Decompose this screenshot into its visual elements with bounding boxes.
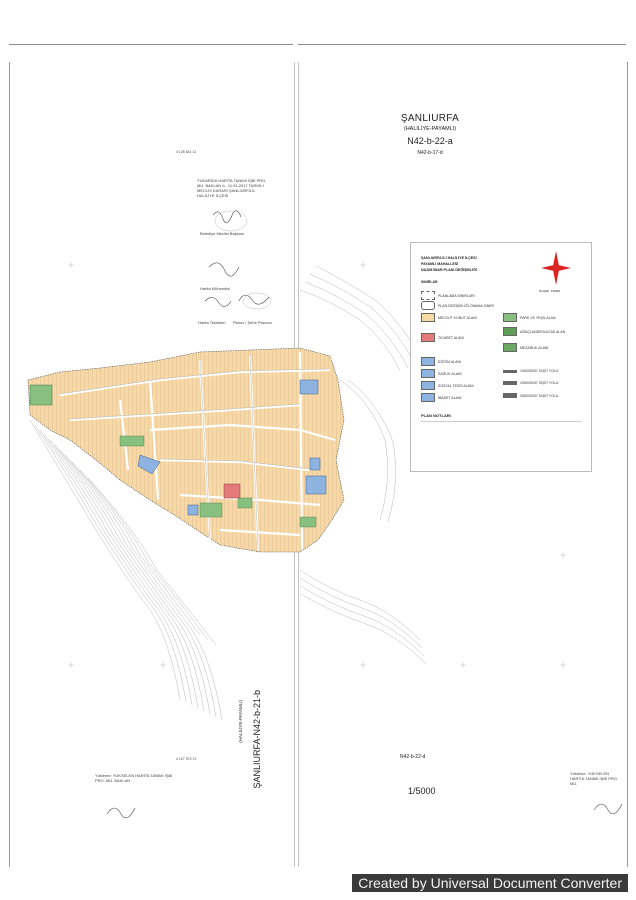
legend-label: TİCARET ALANI <box>438 335 464 340</box>
legend-title <box>421 255 477 273</box>
legend-section-header: SINIRLAR <box>421 280 438 284</box>
signature-role-2: Harita Mühendisi <box>200 286 231 291</box>
legend-panel <box>410 242 592 472</box>
legend-label: PARK VE YEŞİL ALAN <box>520 315 556 320</box>
legend-swatch <box>421 381 435 390</box>
plan-notes-body <box>421 421 581 458</box>
legend-item <box>421 381 474 390</box>
signature-role-3: Harita Teknikeri <box>198 320 226 325</box>
sheet-number: N42-b-22-a <box>407 136 453 146</box>
legend-item <box>503 343 548 352</box>
legend-swatch <box>503 327 517 336</box>
approval-text: YUKARIDA HARİTA TANIMI İŞBİ PRO. MÜ. BAKLAN İL. 11.01.2017 TARİHLİ MECLİS KARARI ŞANLIURFA İL HALİLİYE İLÇESİ <box>197 178 267 198</box>
legend-label: PLAN DEĞİŞİKLİĞİ ONAMA SINIRI <box>438 303 494 308</box>
legend-road <box>503 393 558 398</box>
commercial-area <box>224 484 240 498</box>
settlement-area <box>28 348 344 552</box>
legend-title-line-3: NAZIM İMAR PLANI DEĞİŞİKLİĞİ <box>421 268 478 272</box>
plan-notes-title: PLAN NOTLARI <box>421 413 451 418</box>
sheet-district: (HALİLİYE-PAYAMLI) <box>403 126 457 132</box>
legend-road-label: 3/50000CE TAŞIT YOLU <box>520 393 559 398</box>
converter-watermark: Created by Universal Document Converter <box>352 874 628 892</box>
bottom-sheet-ref: N42-b-22-d <box>400 754 426 760</box>
legend-item <box>503 313 556 322</box>
stamp-bottom-right: Yükleme: YÜKSELEN HARİTA TANIMI İŞBİ PRO. MÜ. <box>570 771 619 786</box>
legend-title-line-1: ŞANLIURFA İLİ HALİLİYE İLÇESİ <box>421 256 477 260</box>
rotated-sheet-district: (HALİLİYE-PAYAMLI) <box>238 700 243 743</box>
legend-label: AĞAÇLANDIRILACAK ALAN <box>520 329 566 334</box>
legend-label: EĞİTİM ALANI <box>438 359 461 364</box>
legend-label: SAĞLIK ALANI <box>438 371 462 376</box>
legend-item <box>503 327 565 336</box>
legend-swatch <box>503 343 517 352</box>
legend-label: PLANLAMA SINIRLARI <box>438 293 475 298</box>
coord-bottom: 4 127 972.72 <box>176 757 197 761</box>
legend-road-swatch <box>503 381 517 385</box>
sheet-province: ŞANLIURFA <box>400 113 460 124</box>
legend-swatch <box>421 357 435 366</box>
legend-item <box>421 301 494 310</box>
legend-road-swatch <box>503 393 517 398</box>
legend-swatch <box>421 393 435 402</box>
legend-road <box>503 381 558 385</box>
legend-item <box>421 333 464 342</box>
legend-swatch <box>421 313 435 322</box>
legend-swatch <box>503 313 517 322</box>
ref-sheet-number: N42-b-17-d <box>417 150 443 156</box>
legend-swatch <box>421 333 435 342</box>
legend-swatch <box>421 369 435 378</box>
stamp-signature-right <box>592 796 628 816</box>
legend-item <box>421 357 461 366</box>
legend-road <box>503 369 558 373</box>
north-label: ÖLÇEK: 1/5000 <box>539 289 561 293</box>
legend-item <box>421 369 462 378</box>
legend-label: MEVCUT KONUT ALANI <box>438 315 477 320</box>
legend-title-line-2: PAYAMLI MAHALLESİ <box>421 262 459 266</box>
legend-label: İBADET ALANI <box>438 395 462 400</box>
stamp-signature-left <box>105 800 145 820</box>
map-scale: 1/5000 <box>408 786 436 796</box>
signature-role-4: Plancı / Şehir Plancısı <box>233 320 273 325</box>
legend-item <box>421 313 477 322</box>
stamp-bottom-left: Yükleme: YÜKSELEN HARİTA TANIMI İŞBİ PRO. MÜ. BAKLAN <box>95 773 173 783</box>
legend-label: MEZARLIK ALANI <box>520 345 549 350</box>
legend-road-label: 1/50000CE TAŞIT YOLU <box>520 369 559 373</box>
legend-label: SOSYAL TESİS ALANI <box>438 383 474 388</box>
signature-role-1: Belediye Meclisi Başkanı <box>200 231 245 236</box>
legend-road-swatch <box>503 370 517 373</box>
legend-road-label: 2/50000CE TAŞIT YOLU <box>520 381 559 385</box>
legend-item <box>421 393 461 402</box>
legend-swatch <box>421 291 435 300</box>
rotated-sheet-title: ŞANLIURFA-N42-b-21-b <box>252 690 262 789</box>
legend-item <box>421 291 475 300</box>
legend-swatch <box>421 301 435 310</box>
north-arrow-icon <box>541 251 571 285</box>
coord-top: 4 128 641.11 <box>176 150 197 154</box>
